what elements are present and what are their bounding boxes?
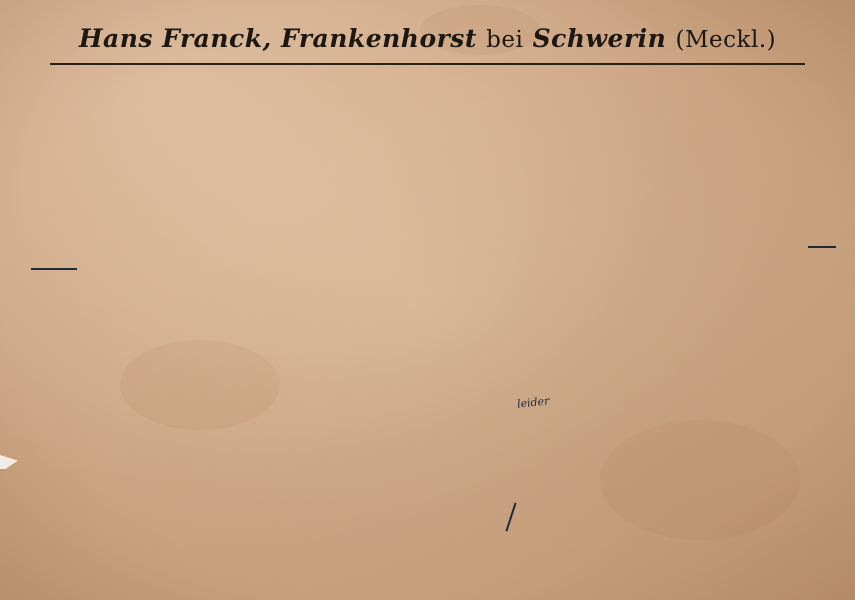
paper-stain bbox=[120, 340, 280, 430]
torn-edge bbox=[0, 455, 18, 469]
letterhead-rule bbox=[50, 63, 805, 65]
letterhead bbox=[50, 24, 805, 53]
paper-stain bbox=[600, 420, 800, 540]
pen-caret-mark bbox=[505, 503, 516, 532]
sender-name: Hans Franck bbox=[78, 24, 263, 53]
sender-region: (Meckl.) bbox=[675, 27, 777, 53]
pen-underline bbox=[808, 246, 836, 248]
handwritten-insertion: leider bbox=[516, 394, 550, 411]
sender-place: Frankenhorst bbox=[281, 24, 477, 53]
sender-prep: bei bbox=[486, 27, 524, 53]
letterhead-separator: , bbox=[262, 24, 272, 53]
pen-underline bbox=[31, 268, 77, 270]
sender-city: Schwerin bbox=[532, 24, 667, 53]
